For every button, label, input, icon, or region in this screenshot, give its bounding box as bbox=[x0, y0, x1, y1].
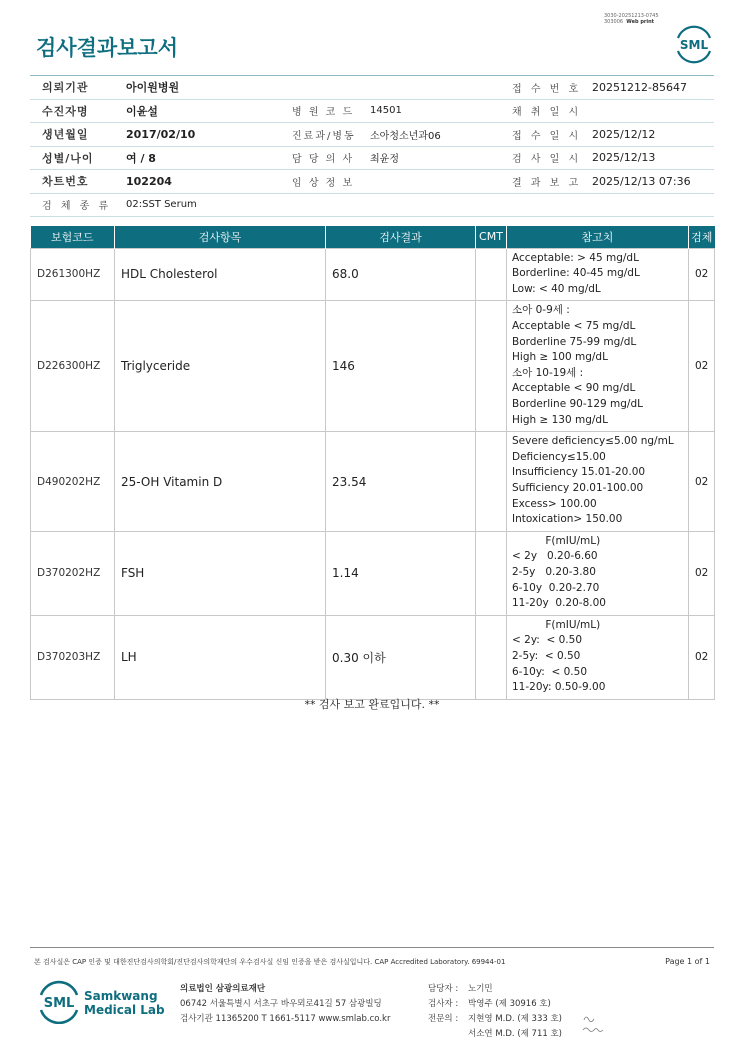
staff-row bbox=[428, 982, 562, 997]
comment bbox=[476, 301, 507, 432]
specimen-code: 02 bbox=[689, 248, 715, 301]
info-label bbox=[280, 76, 364, 100]
print-info bbox=[604, 13, 659, 25]
specimen-code: 02 bbox=[689, 432, 715, 532]
header-spec: 검체 bbox=[689, 226, 715, 248]
test-item: HDL Cholesterol bbox=[115, 248, 326, 301]
header-result: 검사결과 bbox=[326, 226, 476, 248]
completion-text: ** 검사 보고 완료입니다. ** bbox=[304, 698, 440, 711]
table-row bbox=[31, 615, 715, 699]
info-label: 채 취 일 시 bbox=[500, 99, 586, 123]
brand-line-2: Medical Lab bbox=[84, 1003, 165, 1017]
test-item: Triglyceride bbox=[115, 301, 326, 432]
info-label: 성별/나이 bbox=[30, 146, 120, 170]
info-row bbox=[30, 76, 714, 100]
print-code: 3030-20251213-0745 bbox=[604, 13, 659, 19]
staff-role bbox=[428, 1027, 468, 1042]
logo-text: SML bbox=[679, 38, 709, 52]
info-value: 2025/12/13 07:36 bbox=[586, 170, 714, 194]
test-result: 23.54 bbox=[326, 432, 476, 532]
info-label: 결 과 보 고 bbox=[500, 170, 586, 194]
info-label: 임 상 정 보 bbox=[280, 170, 364, 194]
specimen-value: 02:SST Serum bbox=[120, 193, 714, 217]
info-value: 여 / 8 bbox=[120, 146, 280, 170]
info-label: 병 원 코 드 bbox=[280, 99, 364, 123]
comment bbox=[476, 531, 507, 615]
info-label: 생년월일 bbox=[30, 123, 120, 147]
test-result: 0.30 이하 bbox=[326, 615, 476, 699]
signature-icon bbox=[578, 1010, 608, 1040]
info-row bbox=[30, 146, 714, 170]
print-label: Web print bbox=[626, 19, 655, 25]
certification-note: 본 검사실은 CAP 인증 및 대한진단검사의학회/진단검사의학재단의 우수검사실 신임 인증을 받은 검사실입니다. CAP Accredited Laboratory. 69944-01 bbox=[34, 958, 506, 966]
header-ref: 참고치 bbox=[507, 226, 689, 248]
staff-name: 박영주 (제 30916 호) bbox=[468, 999, 551, 1009]
org-contact: 검사기관 11365200 T 1661-5117 www.smlab.co.kr bbox=[180, 1014, 391, 1024]
comment bbox=[476, 432, 507, 532]
patient-info-table bbox=[30, 75, 714, 217]
info-value: 소아청소년과06 bbox=[364, 123, 500, 147]
reference-range: F(mIU/mL) < 2y: < 0.50 2-5y: < 0.50 6-10y: < 0.50 11-20y: 0.50-9.00 bbox=[507, 615, 689, 699]
info-value: 14501 bbox=[364, 99, 500, 123]
test-result: 68.0 bbox=[326, 248, 476, 301]
staff-row bbox=[428, 1012, 562, 1027]
info-value: 2025/12/12 bbox=[586, 123, 714, 147]
staff-name: 노기민 bbox=[468, 984, 493, 994]
staff-role: 담당자 : bbox=[428, 984, 459, 994]
test-item: 25-OH Vitamin D bbox=[115, 432, 326, 532]
test-item: FSH bbox=[115, 531, 326, 615]
info-row bbox=[30, 123, 714, 147]
info-value bbox=[586, 99, 714, 123]
results-table bbox=[30, 226, 715, 700]
brand-line-1: Samkwang bbox=[84, 989, 158, 1003]
info-value bbox=[364, 76, 500, 100]
info-label: 접 수 일 시 bbox=[500, 123, 586, 147]
table-row bbox=[31, 432, 715, 532]
table-row bbox=[31, 531, 715, 615]
info-label: 담 당 의 사 bbox=[280, 146, 364, 170]
reference-range: 소아 0-9세 : Acceptable < 75 mg/dL Borderline 75-99 mg/dL High ≥ 100 mg/dL 소아 10-19세 : Acceptable < 90 mg/dL Borderline 90-129 mg/dL High ≥ 130 mg/dL bbox=[507, 301, 689, 432]
info-label: 의뢰기관 bbox=[30, 76, 120, 100]
info-value: 최윤정 bbox=[364, 146, 500, 170]
insurance-code: D261300HZ bbox=[31, 248, 115, 301]
info-value: 20251212-85647 bbox=[586, 76, 714, 100]
staff-name: 서소연 M.D. (제 711 호) bbox=[468, 1029, 563, 1039]
insurance-code: D226300HZ bbox=[31, 301, 115, 432]
staff-role: 전문의 : bbox=[428, 1014, 459, 1024]
info-value: 아이원병원 bbox=[120, 76, 280, 100]
header-code: 보험코드 bbox=[31, 226, 115, 248]
insurance-code: D370203HZ bbox=[31, 615, 115, 699]
staff-role: 검사자 : bbox=[428, 999, 459, 1009]
reference-range: Acceptable: > 45 mg/dL Borderline: 40-45 mg/dL Low: < 40 mg/dL bbox=[507, 248, 689, 301]
specimen-label: 검 체 종 류 bbox=[30, 193, 120, 217]
reference-range: Severe deficiency≤5.00 ng/mL Deficiency≤15.00 Insufficiency 15.01-20.00 Sufficiency 20.01-100.00 Excess> 100.00 Intoxication> 150.00 bbox=[507, 432, 689, 532]
test-result: 1.14 bbox=[326, 531, 476, 615]
brand-logo-text: SML bbox=[43, 996, 75, 1011]
test-item: LH bbox=[115, 615, 326, 699]
header-item: 검사항목 bbox=[115, 226, 326, 248]
specimen-code: 02 bbox=[689, 301, 715, 432]
info-label: 진료과/병동 bbox=[280, 123, 364, 147]
header-cmt: CMT bbox=[476, 226, 507, 248]
info-label: 차트번호 bbox=[30, 170, 120, 194]
staff-list bbox=[428, 982, 562, 1042]
reference-range: F(mIU/mL) < 2y 0.20-6.60 2-5y 0.20-3.80 6-10y 0.20-2.70 11-20y 0.20-8.00 bbox=[507, 531, 689, 615]
insurance-code: D490202HZ bbox=[31, 432, 115, 532]
staff-name: 지현영 M.D. (제 333 호) bbox=[468, 1014, 563, 1024]
comment bbox=[476, 248, 507, 301]
brand-name bbox=[84, 989, 165, 1017]
footer-divider bbox=[30, 947, 714, 948]
insurance-code: D370202HZ bbox=[31, 531, 115, 615]
info-row bbox=[30, 170, 714, 194]
table-row bbox=[31, 248, 715, 301]
info-value: 2025/12/13 bbox=[586, 146, 714, 170]
staff-row bbox=[428, 1027, 562, 1042]
table-row bbox=[31, 301, 715, 432]
page-title: 검사결과보고서 bbox=[36, 36, 179, 60]
specimen-code: 02 bbox=[689, 531, 715, 615]
results-header-row bbox=[31, 226, 715, 248]
page-number: Page 1 of 1 bbox=[665, 957, 710, 966]
specimen-code: 02 bbox=[689, 615, 715, 699]
org-name: 의료법인 삼광의료재단 bbox=[180, 984, 266, 994]
sml-brand-logo-icon bbox=[36, 980, 82, 1024]
test-result: 146 bbox=[326, 301, 476, 432]
info-value: 2017/02/10 bbox=[120, 123, 280, 147]
info-label: 수진자명 bbox=[30, 99, 120, 123]
info-value bbox=[364, 170, 500, 194]
sml-logo-icon bbox=[672, 24, 716, 64]
info-label: 검 사 일 시 bbox=[500, 146, 586, 170]
org-address: 06742 서울특별시 서초구 바우뫼로41길 57 삼광빌딩 bbox=[180, 999, 382, 1009]
print-code-2: 303006 bbox=[604, 19, 624, 25]
info-value: 이윤설 bbox=[120, 99, 280, 123]
staff-row bbox=[428, 997, 562, 1012]
comment bbox=[476, 615, 507, 699]
org-info bbox=[180, 982, 390, 1027]
info-label: 접 수 번 호 bbox=[500, 76, 586, 100]
info-row-specimen bbox=[30, 193, 714, 217]
info-value: 102204 bbox=[120, 170, 280, 194]
info-row bbox=[30, 99, 714, 123]
